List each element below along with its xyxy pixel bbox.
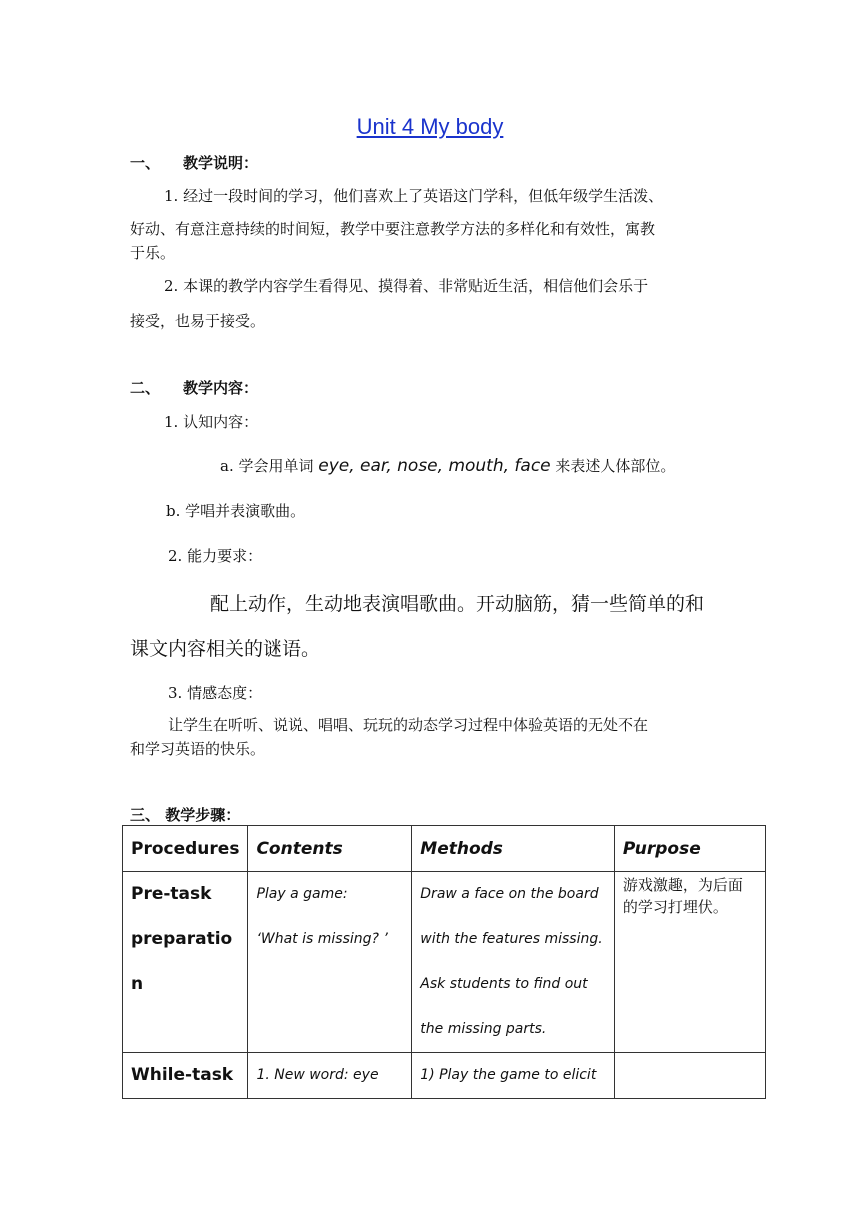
table-row (123, 872, 766, 1053)
row1-methods-line1: Draw a face on the board (420, 886, 599, 902)
row1-procedure (123, 872, 248, 1053)
section2-heading-num: 二、 (130, 379, 161, 397)
row2-procedure: While-task (123, 1053, 248, 1099)
section2-item3-line2: 和学习英语的快乐。 (130, 740, 266, 758)
section1-heading: 教学说明： (183, 154, 259, 172)
section2-item2-line1: 配上动作，生动地表演唱歌曲。开动脑筋，猜一些简单的和 (210, 593, 705, 615)
section1-p1-line1: 1. 经过一段时间的学习，他们喜欢上了英语这门学科，但低年级学生活泼、 (164, 187, 664, 205)
row1-contents-line1: Play a game: (256, 886, 348, 902)
item1a-suffix: 来表述人体部位。 (550, 457, 676, 475)
item1a-words: eye, ear, nose, mouth, face (318, 456, 551, 476)
row1-procedure-line2: preparatio (131, 929, 233, 949)
table-row (123, 1053, 766, 1099)
header-purpose: Purpose (614, 826, 765, 872)
teaching-steps-table (122, 825, 766, 1099)
row2-purpose (614, 1053, 765, 1099)
item1a-prefix: a. 学会用单词 (220, 457, 319, 475)
row1-methods-line2: with the features missing. (420, 931, 603, 947)
section1-heading-num: 一、 (130, 154, 161, 172)
section1-p1-line2: 好动、有意注意持续的时间短，教学中要注意教学方法的多样化和有效性，寓教 (130, 220, 656, 238)
row1-contents-line2: ‘What is missing? ’ (256, 931, 388, 947)
row1-methods (412, 872, 615, 1053)
header-procedures: Procedures (123, 826, 248, 872)
page-title[interactable]: Unit 4 My body (356, 114, 504, 139)
row1-purpose-line2: 的学习打埋伏。 (622, 898, 728, 916)
row1-methods-line3: Ask students to find out (420, 976, 588, 992)
section3-heading: 三、 教学步骤： (130, 806, 241, 824)
header-methods: Methods (412, 826, 615, 872)
row2-methods: 1) Play the game to elicit (412, 1053, 615, 1099)
section2-item1: 1. 认知内容： (164, 413, 259, 431)
table-header-row (123, 826, 766, 872)
section2-item1b: b. 学唱并表演歌曲。 (166, 502, 306, 520)
section2-item3: 3. 情感态度： (168, 684, 263, 702)
section1-p2-line2: 接受，也易于接受。 (130, 312, 266, 330)
section1-p1-line3: 于乐。 (130, 244, 176, 262)
section2-item2-line2: 课文内容相关的谜语。 (130, 638, 321, 660)
row1-procedure-line3: n (131, 974, 144, 994)
row1-purpose (614, 872, 765, 1053)
section2-item3-line1: 让学生在听听、说说、唱唱、玩玩的动态学习过程中体验英语的无处不在 (168, 716, 649, 734)
row2-contents: 1. New word: eye (248, 1053, 412, 1099)
row1-purpose-line1: 游戏激趣，为后面 (622, 876, 743, 894)
section2-heading: 教学内容： (183, 379, 259, 397)
header-contents: Contents (248, 826, 412, 872)
row1-procedure-line1: Pre-task (131, 884, 212, 904)
row1-methods-line4: the missing parts. (420, 1021, 547, 1037)
row1-contents (248, 872, 412, 1053)
section1-p2-line1: 2. 本课的教学内容学生看得见、摸得着、非常贴近生活，相信他们会乐于 (164, 277, 649, 295)
section2-item1a (220, 455, 675, 476)
section2-item2: 2. 能力要求： (168, 547, 263, 565)
